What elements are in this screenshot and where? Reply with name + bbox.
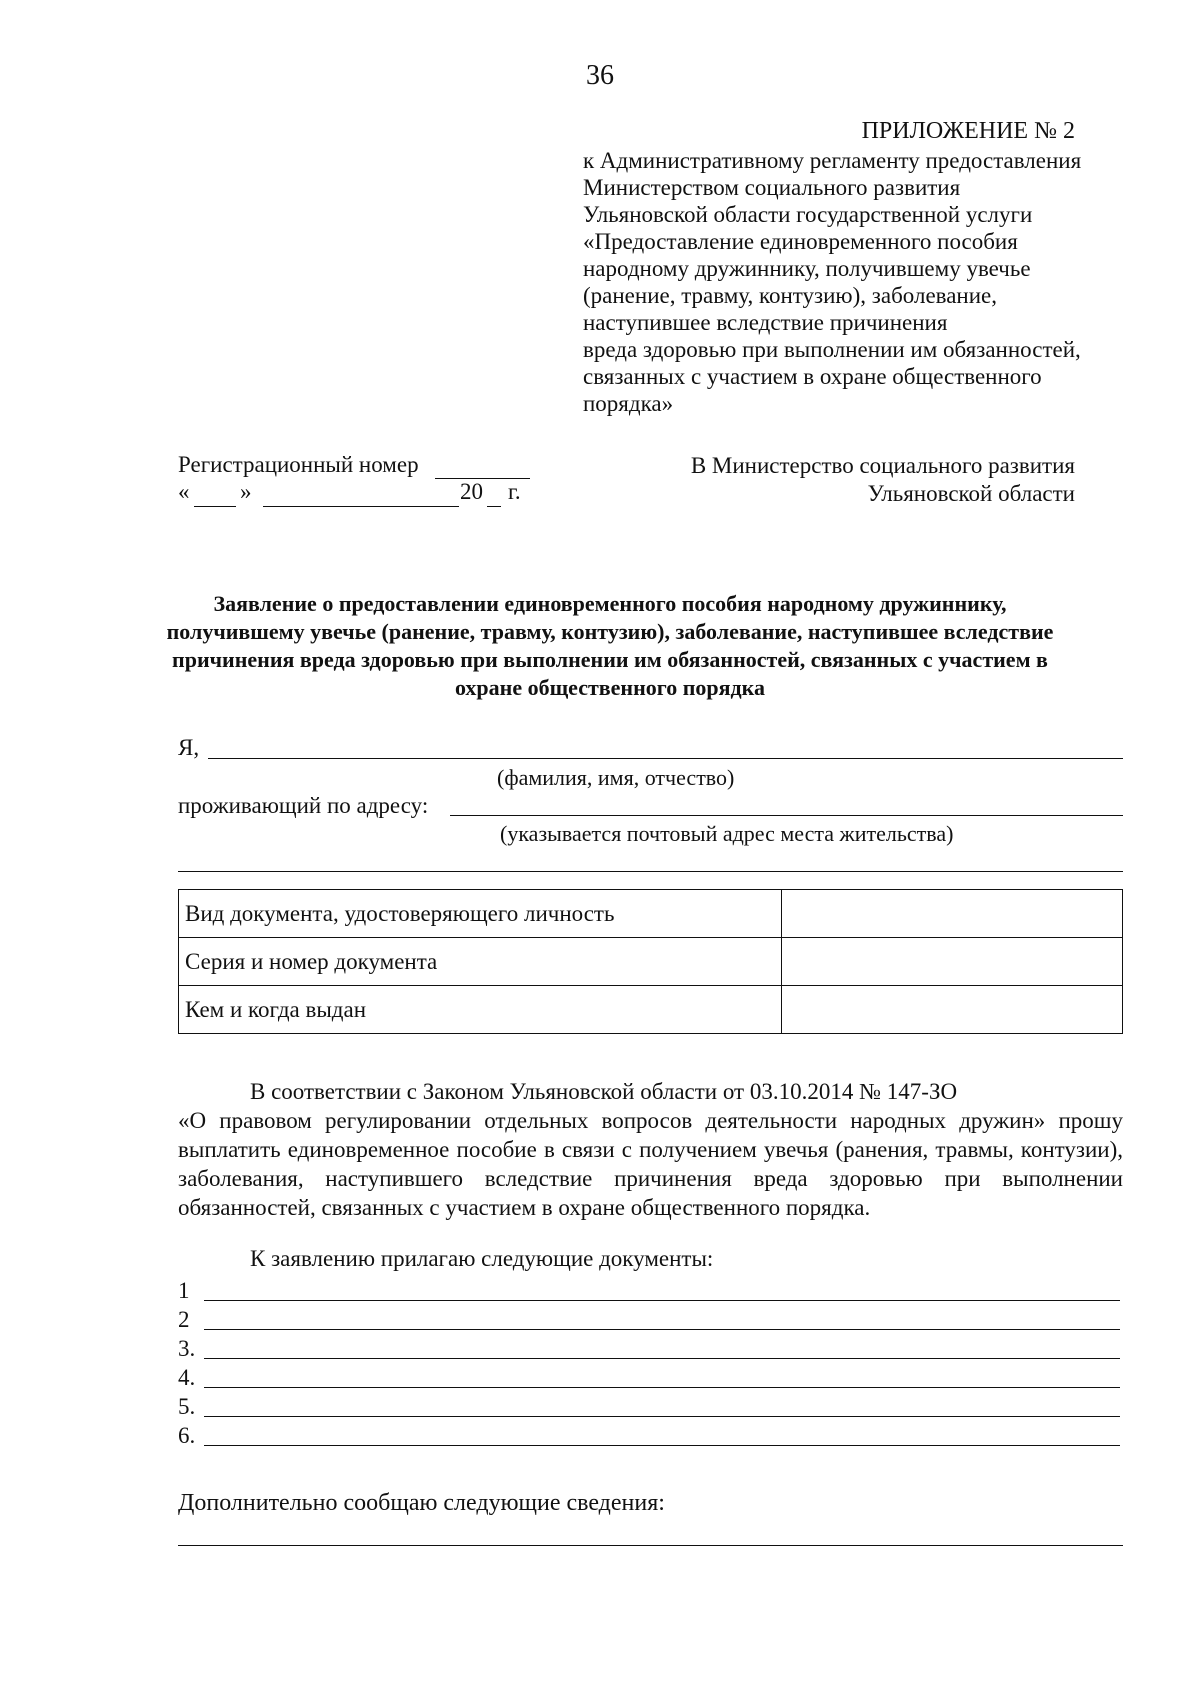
appendix-line: Министерством социального развития bbox=[583, 175, 961, 200]
appendix-line: наступившее вследствие причинения bbox=[583, 310, 948, 335]
id-doc-issued-label: Кем и когда выдан bbox=[179, 986, 782, 1034]
appendix-line: к Административному регламенту предоставления bbox=[583, 148, 1082, 173]
table-row bbox=[179, 986, 1123, 1034]
year-prefix: 20 bbox=[460, 479, 483, 504]
body-paragraph-first-line: В соответствии с Законом Ульяновской области от 03.10.2014 № 147-ЗО bbox=[250, 1079, 958, 1104]
appendix-title: ПРИЛОЖЕНИЕ № 2 bbox=[861, 118, 1075, 144]
attachment-field[interactable] bbox=[204, 1329, 1120, 1330]
appendix-line: «Предоставление единовременного пособия bbox=[583, 229, 1018, 254]
fio-caption: (фамилия, имя, отчество) bbox=[497, 765, 735, 790]
attachment-number: 1 bbox=[178, 1278, 190, 1303]
attachment-field[interactable] bbox=[204, 1358, 1120, 1359]
address-caption: (указывается почтовый адрес места жительства) bbox=[500, 821, 954, 846]
addressee-line-2: Ульяновской области bbox=[867, 481, 1075, 506]
attachment-number: 4. bbox=[178, 1365, 196, 1390]
year-suffix: г. bbox=[508, 479, 521, 504]
attachments-intro: К заявлению прилагаю следующие документы: bbox=[250, 1246, 714, 1271]
addressee-line-1: В Министерство социального развития bbox=[690, 453, 1075, 478]
id-doc-type-label: Вид документа, удостоверяющего личность bbox=[179, 890, 782, 938]
appendix-line: (ранение, травму, контузию), заболевание, bbox=[583, 283, 997, 308]
body-paragraph bbox=[178, 1077, 1123, 1222]
address-label: проживающий по адресу: bbox=[178, 793, 429, 818]
date-open-quote: « bbox=[178, 479, 190, 504]
attachment-number: 3. bbox=[178, 1336, 196, 1361]
attachment-number: 5. bbox=[178, 1394, 196, 1419]
attachment-field[interactable] bbox=[204, 1300, 1120, 1301]
date-day-field[interactable] bbox=[194, 506, 236, 507]
i-label: Я, bbox=[178, 735, 200, 760]
attachment-number: 6. bbox=[178, 1423, 196, 1448]
additional-info-label: Дополнительно сообщаю следующие сведения: bbox=[178, 1490, 665, 1516]
statement-title: Заявление о предоставлении единовременного пособия народному дружиннику, получившему увечье (ранение, травму, контузию), заболевание, наступившее вследствие причинения вреда здоровью при выполнении им обязанностей, связанных с участием в охране общественного порядка bbox=[166, 591, 1054, 700]
body-paragraph-rest: «О правовом регулировании отдельных вопросов деятельности народных дружин» прошу выплатить единовременное пособие в связи с получением увечья (ранения, травмы, контузии), заболевания, наступившего вследствие причинения вреда здоровью при выполнении обязанностей, связанных с участием в охране общественного порядка. bbox=[178, 1108, 1123, 1220]
fio-field[interactable] bbox=[208, 758, 1123, 759]
addressee bbox=[691, 452, 1075, 508]
appendix-text bbox=[583, 147, 1081, 417]
registration-number-label: Регистрационный номер bbox=[178, 452, 419, 477]
id-doc-issued-value[interactable] bbox=[782, 986, 1123, 1034]
appendix-line: порядка» bbox=[583, 391, 674, 416]
id-doc-number-label: Серия и номер документа bbox=[179, 938, 782, 986]
attachment-field[interactable] bbox=[204, 1416, 1120, 1417]
table-row bbox=[179, 938, 1123, 986]
address-field-continued[interactable] bbox=[178, 871, 1123, 872]
address-field[interactable] bbox=[450, 815, 1123, 816]
appendix-line: связанных с участием в охране общественного bbox=[583, 364, 1042, 389]
id-document-table bbox=[178, 889, 1123, 1034]
table-row bbox=[179, 890, 1123, 938]
id-doc-number-value[interactable] bbox=[782, 938, 1123, 986]
appendix-line: народному дружиннику, получившему увечье bbox=[583, 256, 1031, 281]
year-suffix-field[interactable] bbox=[487, 506, 501, 507]
attachment-field[interactable] bbox=[204, 1445, 1120, 1446]
date-month-field[interactable] bbox=[263, 506, 459, 507]
appendix-line: вреда здоровью при выполнении им обязанностей, bbox=[583, 337, 1081, 362]
additional-info-field[interactable] bbox=[178, 1545, 1123, 1546]
attachment-number: 2 bbox=[178, 1307, 190, 1332]
attachment-field[interactable] bbox=[204, 1387, 1120, 1388]
id-doc-type-value[interactable] bbox=[782, 890, 1123, 938]
date-close-quote: » bbox=[240, 479, 252, 504]
appendix-line: Ульяновской области государственной услуги bbox=[583, 202, 1033, 227]
page-number: 36 bbox=[586, 60, 614, 91]
